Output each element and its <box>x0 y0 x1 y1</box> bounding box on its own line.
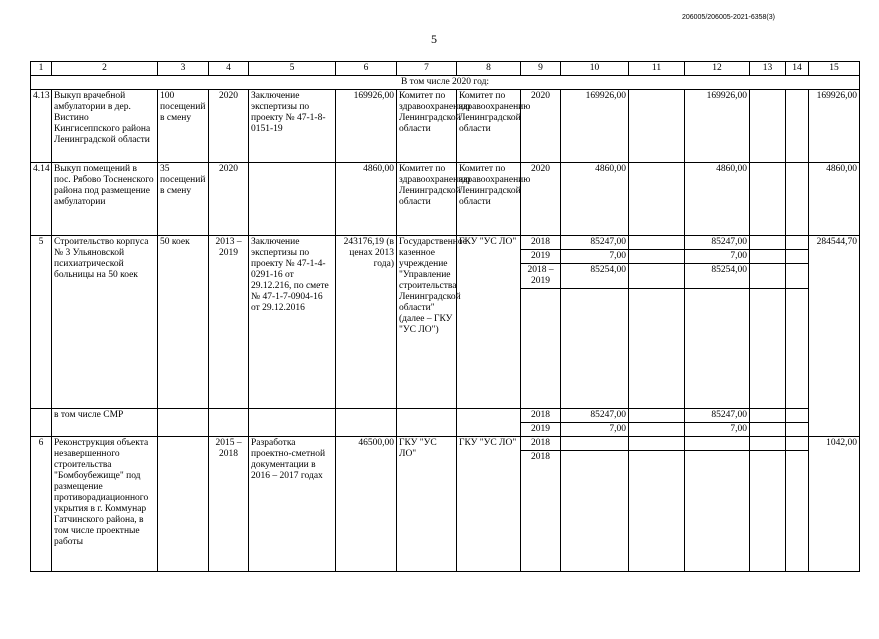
amount-col10 <box>561 289 629 409</box>
customer: Комитет по здравоохранению Ленинградской области <box>397 163 457 236</box>
amount-col10: 7,00 <box>561 250 629 264</box>
amount-col13 <box>750 236 786 250</box>
amount-col15: 4860,00 <box>809 163 860 236</box>
amount-col13 <box>750 437 786 451</box>
builder: Комитет по здравоохранению Ленинградской области <box>457 90 521 163</box>
years: 2020 <box>209 90 249 163</box>
builder: ГКУ "УС ЛО" <box>457 236 521 409</box>
amount-col12: 7,00 <box>685 250 750 264</box>
amount-col12 <box>685 451 750 572</box>
amount-col15: 169926,00 <box>809 90 860 163</box>
col-header: 3 <box>158 62 209 76</box>
customer: Комитет по здравоохранению Ленинградской области <box>397 90 457 163</box>
col-header: 2 <box>52 62 158 76</box>
row-number: 6 <box>31 437 52 572</box>
amount-col12: 85247,00 <box>685 409 750 423</box>
table-row <box>31 90 860 163</box>
amount-col12: 7,00 <box>685 423 750 437</box>
amount-col11 <box>629 451 685 572</box>
amount-col14 <box>786 264 809 289</box>
year: 2019 <box>521 250 561 264</box>
col-header: 1 <box>31 62 52 76</box>
amount-col10 <box>561 437 629 451</box>
document-id: 206005/206005-2021-6358(3) <box>681 14 775 21</box>
amount-col14 <box>786 250 809 264</box>
col-header: 11 <box>629 62 685 76</box>
years: 2020 <box>209 163 249 236</box>
amount-col13 <box>750 409 786 423</box>
amount-col11 <box>629 236 685 250</box>
amount-col13 <box>750 264 786 289</box>
amount-col14 <box>786 423 809 437</box>
amount-col12 <box>685 437 750 451</box>
row-number: 5 <box>31 236 52 409</box>
table-row <box>31 163 860 236</box>
row-number: 4.14 <box>31 163 52 236</box>
document: Разработка проектно-сметной документации в 2016 – 2017 годах <box>249 437 336 572</box>
amount-col11 <box>629 90 685 163</box>
amount-col10: 169926,00 <box>561 90 629 163</box>
row-number: 4.13 <box>31 90 52 163</box>
amount-col14 <box>786 236 809 250</box>
customer: Государственное казенное учреждение "Управление строительства Ленинградской области" (далее – ГКУ "УС ЛО") <box>397 236 457 409</box>
subheading: В том числе 2020 год: <box>31 76 860 90</box>
amount-col10 <box>561 451 629 572</box>
cost <box>336 409 397 437</box>
table-row <box>31 409 860 423</box>
amount-col13 <box>750 289 786 409</box>
amount-col11 <box>629 264 685 289</box>
amount-col10: 7,00 <box>561 423 629 437</box>
amount-col10: 4860,00 <box>561 163 629 236</box>
amount-col11 <box>629 409 685 423</box>
object-name: Выкуп врачебной амбулатории в дер. Вистино Кингисеппского района Ленинградской области <box>52 90 158 163</box>
year: 2018 <box>521 451 561 572</box>
amount-col13 <box>750 451 786 572</box>
builder: Комитет по здравоохранению Ленинградской области <box>457 163 521 236</box>
col-header: 10 <box>561 62 629 76</box>
amount-col13 <box>750 163 786 236</box>
col-header: 7 <box>397 62 457 76</box>
object-name: Реконструкция объекта незавершенного строительства "Бомбоубежище" под размещение противорадиационного укрытия в г. Коммунар Гатчинского района, в том числе проектные работы <box>52 437 158 572</box>
year <box>521 289 561 409</box>
amount-col11 <box>629 289 685 409</box>
amount-col10: 85247,00 <box>561 236 629 250</box>
page-number: 5 <box>431 32 437 46</box>
customer <box>397 409 457 437</box>
amount-col10: 85247,00 <box>561 409 629 423</box>
capacity: 100 посещений в смену <box>158 90 209 163</box>
col-header: 5 <box>249 62 336 76</box>
table-row <box>31 236 860 250</box>
capacity <box>158 409 209 437</box>
amount-col12: 4860,00 <box>685 163 750 236</box>
amount-col11 <box>629 163 685 236</box>
amount-col14 <box>786 289 809 409</box>
header-row <box>31 62 860 76</box>
amount-col12: 85247,00 <box>685 236 750 250</box>
year: 2019 <box>521 423 561 437</box>
document: Заключение экспертизы по проекту № 47-1-4-0291-16 от 29.12.216, по смете № 47-1-7-0904-16 от 29.12.2016 <box>249 236 336 409</box>
capacity <box>158 437 209 572</box>
cost: 46500,00 <box>336 437 397 572</box>
col-header: 9 <box>521 62 561 76</box>
document: Заключение экспертизы по проекту № 47-1-8-0151-19 <box>249 90 336 163</box>
col-header: 8 <box>457 62 521 76</box>
col-header: 6 <box>336 62 397 76</box>
amount-col11 <box>629 437 685 451</box>
program-table <box>30 61 860 572</box>
year: 2018 – 2019 <box>521 264 561 289</box>
year: 2018 <box>521 437 561 451</box>
year: 2020 <box>521 163 561 236</box>
document <box>249 163 336 236</box>
capacity: 50 коек <box>158 236 209 409</box>
years: 2015 – 2018 <box>209 437 249 572</box>
customer: ГКУ "УС ЛО" <box>397 437 457 572</box>
amount-col14 <box>786 409 809 423</box>
year: 2018 <box>521 409 561 423</box>
builder: ГКУ "УС ЛО" <box>457 437 521 572</box>
cost: 169926,00 <box>336 90 397 163</box>
col-header: 12 <box>685 62 750 76</box>
amount-col14 <box>786 163 809 236</box>
years <box>209 409 249 437</box>
amount-col14 <box>786 451 809 572</box>
table-row <box>31 437 860 451</box>
col-header: 13 <box>750 62 786 76</box>
amount-col13 <box>750 423 786 437</box>
amount-col13 <box>750 90 786 163</box>
cost: 243176,19 (в ценах 2013 года) <box>336 236 397 409</box>
amount-col12: 169926,00 <box>685 90 750 163</box>
amount-col14 <box>786 90 809 163</box>
subheading-row <box>31 76 860 90</box>
years: 2013 – 2019 <box>209 236 249 409</box>
builder <box>457 409 521 437</box>
year: 2018 <box>521 236 561 250</box>
year: 2020 <box>521 90 561 163</box>
amount-col13 <box>750 250 786 264</box>
col-header: 15 <box>809 62 860 76</box>
document <box>249 409 336 437</box>
col-header: 4 <box>209 62 249 76</box>
amount-col11 <box>629 423 685 437</box>
object-name: в том числе СМР <box>52 409 158 437</box>
amount-col15: 1042,00 <box>809 437 860 572</box>
row-number <box>31 409 52 437</box>
col-header: 14 <box>786 62 809 76</box>
capacity: 35 посещений в смену <box>158 163 209 236</box>
amount-col15: 284544,70 <box>809 236 860 437</box>
object-name: Выкуп помещений в пос. Рябово Тосненского района под размещение амбулатории <box>52 163 158 236</box>
cost: 4860,00 <box>336 163 397 236</box>
amount-col14 <box>786 437 809 451</box>
amount-col12: 85254,00 <box>685 264 750 289</box>
object-name: Строительство корпуса № 3 Ульяновской психиатрической больницы на 50 коек <box>52 236 158 409</box>
amount-col11 <box>629 250 685 264</box>
amount-col10: 85254,00 <box>561 264 629 289</box>
amount-col12 <box>685 289 750 409</box>
